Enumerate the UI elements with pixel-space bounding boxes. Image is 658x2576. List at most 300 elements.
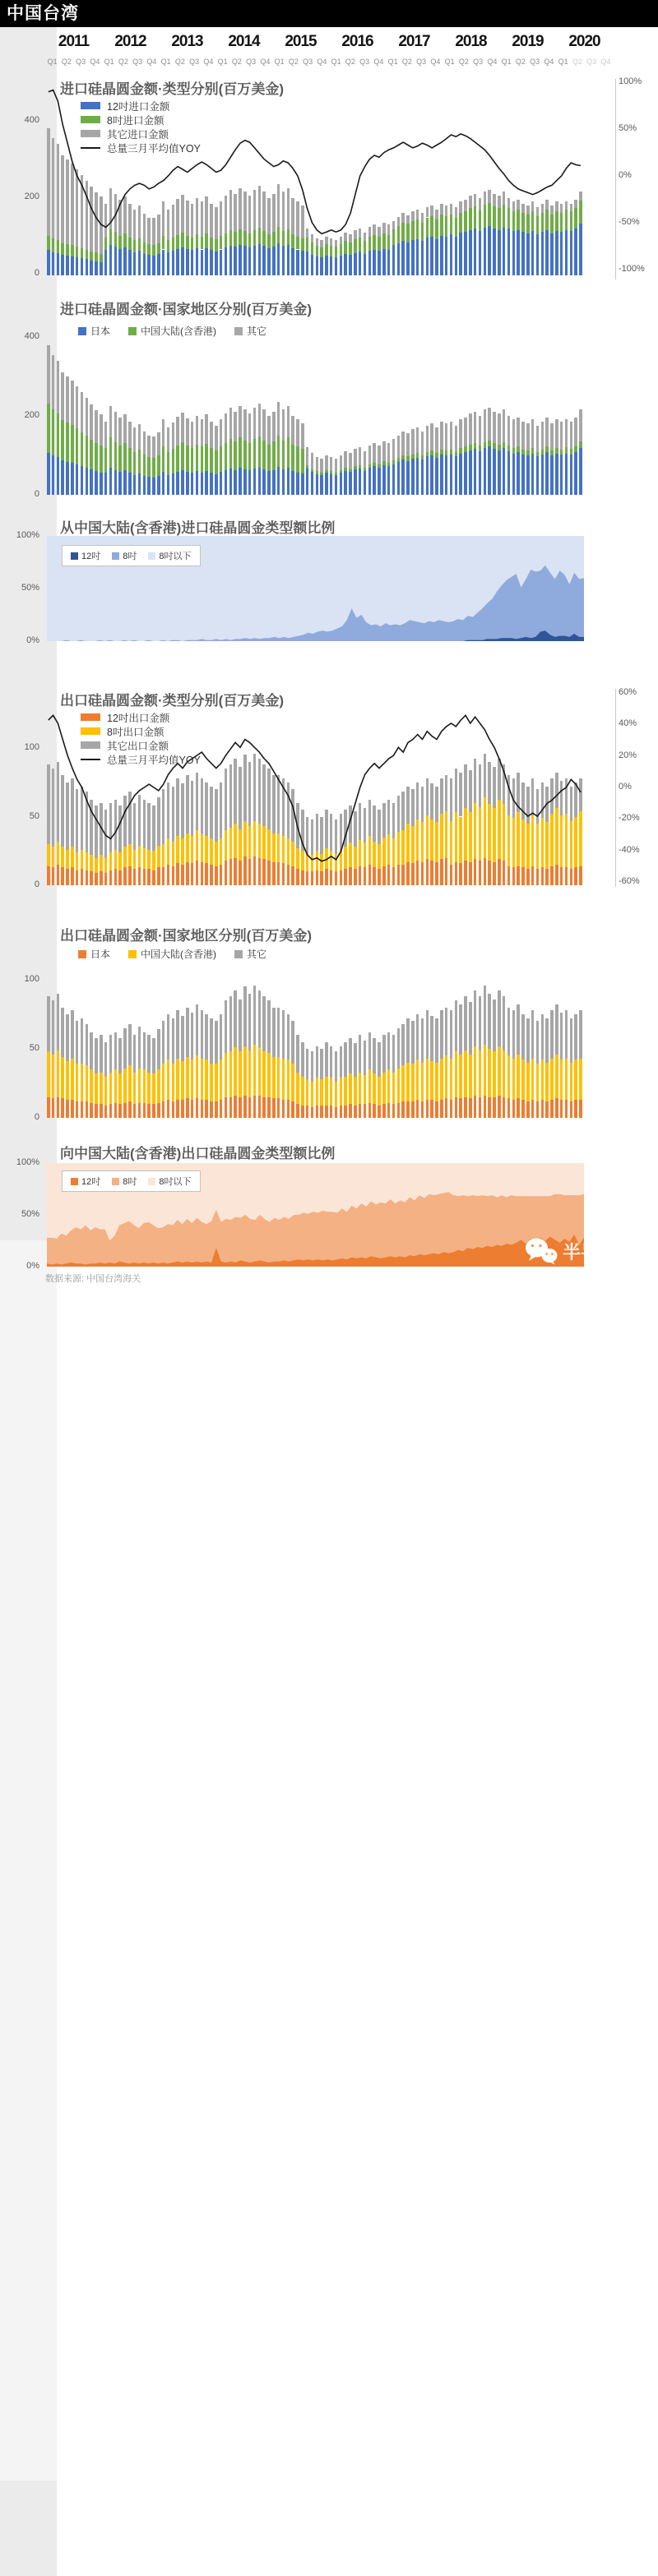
quarter-label: Q2 bbox=[61, 58, 72, 66]
bar-segment bbox=[469, 1002, 472, 1055]
bar-segment bbox=[277, 402, 280, 436]
bar-segment bbox=[430, 1061, 433, 1100]
y-tick-label: 0 bbox=[34, 1112, 39, 1122]
bar-segment bbox=[157, 1069, 160, 1102]
bar-segment bbox=[330, 1046, 333, 1078]
y-tick-label: 200 bbox=[24, 410, 39, 420]
bar-segment bbox=[243, 409, 247, 440]
bar-segment bbox=[181, 1016, 184, 1061]
y2-tick-label: -40% bbox=[619, 845, 640, 855]
bar-segment bbox=[378, 445, 381, 464]
bar-segment bbox=[66, 1100, 69, 1118]
bar-segment bbox=[210, 422, 213, 448]
bar-segment bbox=[201, 419, 204, 446]
bar-segment bbox=[401, 459, 405, 495]
bar-segment bbox=[287, 437, 290, 468]
bar-segment bbox=[128, 422, 132, 448]
bar-segment bbox=[47, 453, 50, 495]
bar-segment bbox=[162, 1064, 165, 1101]
bar-segment bbox=[172, 1064, 175, 1101]
bar-segment bbox=[488, 1097, 491, 1118]
bar-segment bbox=[484, 986, 487, 1045]
quarter-label: Q3 bbox=[303, 58, 313, 66]
bar-segment bbox=[411, 1064, 415, 1101]
bar-segment bbox=[503, 996, 506, 1050]
quarter-label: Q2 bbox=[345, 58, 355, 66]
bar-segment bbox=[320, 1106, 323, 1118]
bar-segment bbox=[550, 1100, 554, 1118]
quarter-label: Q4 bbox=[203, 58, 214, 66]
bar-segment bbox=[267, 1097, 271, 1118]
bar-segment bbox=[378, 464, 381, 468]
bar-segment bbox=[258, 1047, 262, 1096]
bar-segment bbox=[118, 445, 122, 472]
bar-segment bbox=[555, 1004, 558, 1054]
bar-segment bbox=[186, 472, 189, 495]
bar-segment bbox=[574, 446, 577, 452]
bar-segment bbox=[243, 986, 247, 1046]
bar-segment bbox=[340, 1046, 343, 1078]
quarter-label: Q1 bbox=[104, 58, 114, 66]
legend-item bbox=[148, 549, 191, 562]
legend-item bbox=[81, 738, 201, 752]
bar-segment bbox=[560, 1059, 563, 1100]
bar-segment bbox=[114, 1032, 118, 1069]
bar-segment bbox=[277, 436, 280, 467]
legend-line-swatch bbox=[81, 147, 100, 149]
bar-segment bbox=[104, 422, 108, 448]
bar-segment bbox=[340, 455, 343, 470]
bar-segment bbox=[464, 1050, 467, 1097]
bar-segment bbox=[162, 1101, 165, 1118]
bar-segment bbox=[440, 455, 443, 495]
legend bbox=[62, 545, 201, 566]
bar-segment bbox=[205, 1014, 208, 1059]
bar-segment bbox=[311, 453, 314, 469]
bar-segment bbox=[397, 1103, 401, 1118]
bar-segment bbox=[555, 1055, 558, 1099]
bar-segment bbox=[225, 1053, 228, 1097]
y-tick-label: 50 bbox=[29, 811, 39, 821]
quarter-label: Q3 bbox=[530, 58, 540, 66]
bar-segment bbox=[406, 1018, 410, 1063]
bar-segment bbox=[104, 1042, 108, 1077]
bar-segment bbox=[167, 1059, 170, 1100]
bar-segment bbox=[320, 459, 323, 473]
bar-segment bbox=[239, 437, 242, 468]
watermark-text: 半导体综研 bbox=[562, 1241, 653, 1263]
bar-segment bbox=[344, 1106, 347, 1118]
bar-segment bbox=[225, 1097, 228, 1118]
bar-segment bbox=[157, 432, 160, 455]
bar-segment bbox=[71, 425, 74, 463]
bar-segment bbox=[123, 414, 127, 443]
data-source: 数据来源: 中国台湾海关 bbox=[45, 1274, 141, 1284]
bar-segment bbox=[287, 1059, 290, 1100]
bar-segment bbox=[411, 429, 415, 454]
bar-segment bbox=[90, 440, 93, 469]
bar-segment bbox=[392, 460, 396, 464]
bar-segment bbox=[201, 446, 204, 472]
legend-swatch bbox=[112, 1178, 119, 1185]
bar-segment bbox=[416, 458, 419, 495]
bar-segment bbox=[469, 413, 472, 445]
bar-segment bbox=[61, 372, 64, 420]
bar-segment bbox=[330, 471, 333, 473]
year-label: 2020 bbox=[568, 33, 600, 50]
quarter-label: Q4 bbox=[260, 58, 271, 66]
bar-segment bbox=[272, 412, 276, 441]
bar-segment bbox=[239, 1051, 242, 1096]
bar-segment bbox=[316, 474, 319, 495]
bar-segment bbox=[479, 996, 482, 1050]
bar-segment bbox=[157, 1029, 160, 1069]
bar-segment bbox=[411, 459, 415, 495]
bar-segment bbox=[320, 475, 323, 495]
bar-segment bbox=[373, 443, 376, 463]
quarter-label: Q4 bbox=[90, 58, 100, 66]
quarter-label: Q4 bbox=[600, 58, 611, 66]
bar-segment bbox=[445, 423, 448, 450]
bar-segment bbox=[143, 455, 146, 476]
bar-segment bbox=[100, 414, 103, 445]
bar-segment bbox=[335, 1051, 338, 1082]
bar-segment bbox=[162, 446, 165, 472]
bar-segment bbox=[181, 1100, 184, 1118]
y-tick-label: 0 bbox=[34, 268, 39, 278]
bar-segment bbox=[455, 456, 458, 495]
legend-item bbox=[78, 947, 110, 961]
bar-segment bbox=[147, 1035, 151, 1072]
bar-segment bbox=[430, 423, 433, 450]
bar-segment bbox=[109, 1073, 113, 1105]
bar-segment bbox=[479, 1097, 482, 1118]
bar-segment bbox=[430, 1016, 433, 1061]
bar-segment bbox=[104, 448, 108, 473]
bar-segment bbox=[76, 386, 79, 428]
bar-segment bbox=[401, 455, 405, 459]
y2-tick-label: 0% bbox=[619, 782, 632, 792]
bar-segment bbox=[555, 419, 558, 448]
bar-segment bbox=[579, 441, 582, 448]
quarter-label: Q3 bbox=[132, 58, 143, 66]
bar-segment bbox=[138, 1103, 141, 1118]
bar-segment bbox=[172, 1018, 175, 1064]
legend-swatch bbox=[81, 130, 100, 137]
bar-segment bbox=[368, 1032, 372, 1069]
bar-segment bbox=[426, 426, 429, 452]
bar-segment bbox=[176, 417, 179, 445]
quarter-label: Q1 bbox=[160, 58, 171, 66]
bar-segment bbox=[147, 457, 151, 477]
bar-segment bbox=[215, 1101, 218, 1118]
bar-segment bbox=[378, 1106, 381, 1118]
bar-segment bbox=[455, 1000, 458, 1051]
bar-segment bbox=[301, 473, 304, 495]
bar-segment bbox=[349, 453, 352, 469]
legend-label: 其它进口金额 bbox=[107, 128, 169, 141]
bar-segment bbox=[282, 1059, 285, 1100]
bar-segment bbox=[215, 426, 218, 450]
bar-segment bbox=[565, 1010, 568, 1059]
bar-segment bbox=[335, 1107, 338, 1118]
bar-segment bbox=[176, 1010, 179, 1059]
bar-segment bbox=[498, 450, 501, 495]
bar-segment bbox=[248, 994, 252, 1050]
legend-swatch bbox=[71, 1178, 78, 1185]
bar-segment bbox=[123, 443, 127, 471]
y-tick-label: 200 bbox=[24, 192, 39, 201]
bar-segment bbox=[387, 1032, 391, 1069]
bar-segment bbox=[455, 1097, 458, 1118]
bar-segment bbox=[464, 996, 467, 1050]
bar-segment bbox=[536, 1021, 540, 1064]
bar-segment bbox=[239, 1097, 242, 1118]
bar-segment bbox=[90, 1103, 93, 1118]
bar-segment bbox=[368, 1103, 372, 1118]
bar-segment bbox=[81, 1101, 84, 1118]
quarter-label: Q1 bbox=[274, 58, 285, 66]
bar-segment bbox=[387, 463, 391, 466]
bar-segment bbox=[225, 470, 228, 495]
bar-segment bbox=[109, 437, 113, 468]
bar-segment bbox=[133, 1104, 137, 1118]
bar-segment bbox=[541, 1100, 544, 1118]
bar-segment bbox=[430, 455, 433, 495]
bar-segment bbox=[354, 1077, 357, 1106]
bar-segment bbox=[330, 1078, 333, 1106]
bar-segment bbox=[445, 1055, 448, 1098]
year-label: 2016 bbox=[341, 33, 373, 50]
bar-segment bbox=[364, 1104, 367, 1118]
legend-item bbox=[81, 752, 201, 766]
bar-segment bbox=[201, 1100, 204, 1118]
bar-segment bbox=[61, 420, 64, 460]
bar-segment bbox=[253, 1045, 257, 1096]
bar-segment bbox=[579, 409, 582, 441]
bar-segment bbox=[373, 463, 376, 466]
bar-segment bbox=[320, 1049, 323, 1079]
bar-segment bbox=[138, 473, 141, 495]
quarter-label: Q4 bbox=[487, 58, 498, 66]
right-axis-line bbox=[615, 79, 616, 279]
chart-title-import-by-type: 进口硅晶圆金额·类型分别(百万美金) bbox=[60, 81, 284, 97]
bar-segment bbox=[143, 476, 146, 495]
bar-segment bbox=[118, 472, 122, 495]
legend-item bbox=[234, 947, 266, 961]
bar-segment bbox=[378, 1077, 381, 1106]
bar-segment bbox=[100, 473, 103, 495]
bar-segment bbox=[109, 406, 113, 437]
bar-segment bbox=[459, 419, 462, 448]
bar-segment bbox=[57, 994, 60, 1050]
bar-segment bbox=[392, 1035, 396, 1072]
bar-segment bbox=[277, 1057, 280, 1098]
bar-segment bbox=[498, 1096, 501, 1118]
bar-segment bbox=[526, 450, 530, 455]
bar-segment bbox=[526, 423, 530, 450]
bar-segment bbox=[340, 473, 343, 495]
bar-segment bbox=[392, 439, 396, 459]
bar-segment bbox=[272, 1098, 276, 1118]
bar-segment bbox=[344, 1042, 347, 1077]
legend-item bbox=[71, 549, 100, 562]
bar-segment bbox=[243, 469, 247, 495]
bar-segment bbox=[531, 419, 535, 448]
bar-segment bbox=[277, 1098, 280, 1118]
bar-segment bbox=[426, 1100, 429, 1118]
bar-segment bbox=[114, 470, 118, 495]
bar-segment bbox=[243, 441, 247, 469]
bar-segment bbox=[368, 1069, 372, 1102]
bar-segment bbox=[118, 1038, 122, 1074]
bar-segment bbox=[387, 443, 391, 463]
bar-segment bbox=[560, 1100, 563, 1118]
bar-segment bbox=[406, 456, 410, 460]
bar-segment bbox=[143, 1103, 146, 1118]
bar-segment bbox=[445, 1098, 448, 1118]
bar-segment bbox=[143, 432, 146, 455]
quarter-label: Q3 bbox=[246, 58, 257, 66]
bar-segment bbox=[109, 1104, 113, 1118]
bar-segment bbox=[90, 404, 93, 440]
bar-segment bbox=[469, 1098, 472, 1118]
legend-swatch bbox=[128, 950, 137, 958]
bar-segment bbox=[118, 1073, 122, 1104]
bar-segment bbox=[104, 1106, 108, 1118]
bar-segment bbox=[387, 1069, 391, 1102]
bar-segment bbox=[373, 466, 376, 495]
bar-segment bbox=[382, 1104, 386, 1118]
bar-segment bbox=[382, 465, 386, 495]
bar-segment bbox=[282, 409, 285, 440]
bar-segment bbox=[248, 413, 252, 443]
bar-segment bbox=[147, 477, 151, 495]
bar-segment bbox=[560, 455, 563, 495]
bar-segment bbox=[196, 1055, 199, 1098]
bar-segment bbox=[364, 468, 367, 471]
bar-segment bbox=[435, 458, 438, 495]
bar-segment bbox=[272, 1008, 276, 1057]
bar-segment bbox=[291, 1021, 294, 1064]
bar-segment bbox=[421, 1018, 424, 1063]
bar-segment bbox=[526, 1063, 530, 1101]
y-tick-label: 0 bbox=[34, 489, 39, 499]
bar-segment bbox=[474, 990, 477, 1046]
bar-segment bbox=[143, 1032, 146, 1069]
legend-item bbox=[81, 99, 201, 113]
bar-segment bbox=[95, 471, 98, 495]
bar-segment bbox=[152, 436, 155, 458]
bar-segment bbox=[440, 1010, 443, 1059]
bar-segment bbox=[344, 468, 347, 471]
bar-segment bbox=[95, 1038, 98, 1074]
bar-segment bbox=[181, 413, 184, 442]
bar-segment bbox=[493, 1097, 496, 1118]
bar-segment bbox=[359, 447, 362, 465]
bar-segment bbox=[570, 455, 573, 495]
bar-segment bbox=[272, 1057, 276, 1098]
bar-segment bbox=[172, 473, 175, 495]
bar-segment bbox=[435, 453, 438, 458]
bar-segment bbox=[440, 450, 443, 455]
bar-segment bbox=[521, 455, 525, 495]
bar-segment bbox=[311, 472, 314, 495]
legend-line-swatch bbox=[81, 759, 100, 760]
bar-segment bbox=[258, 404, 262, 436]
bar-segment bbox=[234, 470, 237, 495]
legend-swatch bbox=[81, 727, 100, 735]
bar-segment bbox=[570, 1018, 573, 1063]
bar-segment bbox=[498, 1046, 501, 1096]
bar-segment bbox=[282, 1010, 285, 1059]
bar-segment bbox=[47, 404, 50, 453]
bar-segment bbox=[81, 466, 84, 495]
bar-segment bbox=[215, 450, 218, 474]
legend-label: 8吋进口金额 bbox=[107, 114, 164, 127]
bar-segment bbox=[47, 996, 50, 1051]
bar-segment bbox=[162, 1021, 165, 1064]
bar-segment bbox=[167, 427, 170, 451]
legend-swatch bbox=[128, 327, 137, 335]
chart-title-import-china-ratio: 从中国大陆(含香港)进口硅晶圆金类型额比例 bbox=[60, 520, 336, 536]
bar-segment bbox=[196, 1004, 199, 1055]
bar-segment bbox=[464, 1097, 467, 1118]
bar-segment bbox=[503, 448, 506, 495]
bar-segment bbox=[570, 1101, 573, 1118]
bar-segment bbox=[354, 449, 357, 466]
bar-segment bbox=[531, 1010, 535, 1059]
bar-segment bbox=[464, 452, 467, 495]
y-tick-label: 50% bbox=[21, 1209, 39, 1219]
bar-segment bbox=[503, 1050, 506, 1097]
bar-segment bbox=[469, 1055, 472, 1099]
bar-segment bbox=[455, 1051, 458, 1096]
y2-tick-label: 100% bbox=[619, 76, 642, 86]
bar-segment bbox=[493, 443, 496, 449]
bar-segment bbox=[152, 1073, 155, 1104]
bar-segment bbox=[138, 1069, 141, 1103]
bar-segment bbox=[560, 1013, 563, 1059]
bar-segment bbox=[296, 446, 299, 472]
bar-segment bbox=[526, 1018, 530, 1063]
bar-segment bbox=[340, 1106, 343, 1118]
bar-segment bbox=[507, 451, 511, 495]
bar-segment bbox=[416, 1100, 419, 1118]
right-axis-line bbox=[615, 689, 616, 887]
bar-segment bbox=[507, 1098, 511, 1118]
bar-segment bbox=[229, 996, 233, 1051]
quarter-label: Q2 bbox=[118, 58, 128, 66]
bar-segment bbox=[536, 456, 540, 495]
bar-segment bbox=[162, 419, 165, 446]
bar-segment bbox=[359, 1104, 362, 1118]
bar-segment bbox=[220, 1100, 223, 1118]
bar-segment bbox=[147, 436, 151, 457]
bar-segment bbox=[143, 1069, 146, 1102]
bar-segment bbox=[296, 1073, 299, 1105]
bar-segment bbox=[186, 418, 189, 445]
bar-segment bbox=[210, 1064, 213, 1101]
bar-segment bbox=[234, 441, 237, 470]
bar-segment bbox=[479, 416, 482, 445]
bar-segment bbox=[90, 1032, 93, 1069]
bar-segment bbox=[340, 470, 343, 473]
bar-segment bbox=[574, 1059, 577, 1100]
bar-segment bbox=[421, 1101, 424, 1118]
bar-segment bbox=[66, 1061, 69, 1100]
bar-segment bbox=[176, 1059, 179, 1100]
